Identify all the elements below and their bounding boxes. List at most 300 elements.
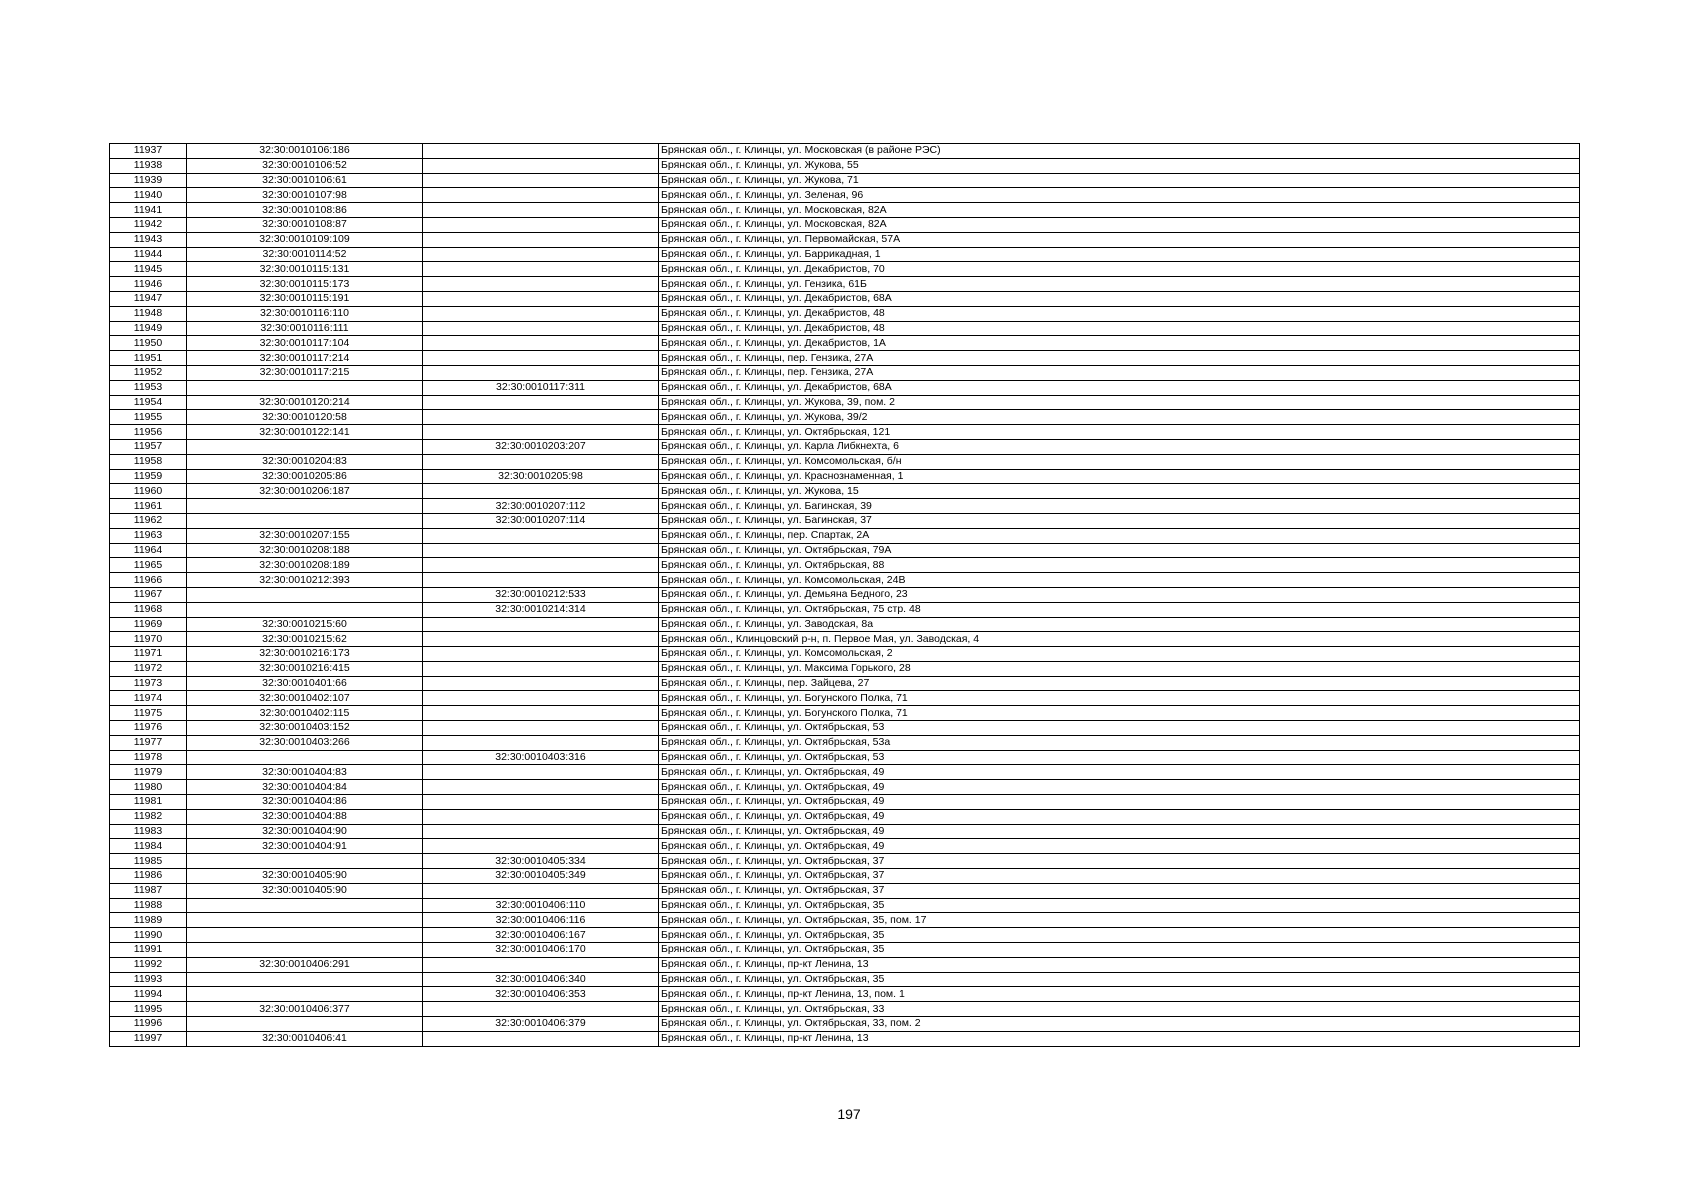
table-row: [110, 913, 1580, 928]
related-cadastral-number-cell: [423, 573, 659, 588]
row-number-cell: 11971: [110, 647, 187, 662]
row-number-cell: 11941: [110, 203, 187, 218]
address-cell: Брянская обл., г. Клинцы, ул. Октябрьская, 37: [659, 869, 1580, 884]
address-cell: Брянская обл., г. Клинцы, пр-кт Ленина, 13: [659, 1031, 1580, 1046]
table-row: [110, 928, 1580, 943]
address-cell: Брянская обл., г. Клинцы, ул. Октябрьская, 35: [659, 898, 1580, 913]
related-cadastral-number-cell: 32:30:0010403:316: [423, 750, 659, 765]
address-cell: Брянская обл., г. Клинцы, пер. Гензика, 27А: [659, 365, 1580, 380]
cadastral-number-cell: 32:30:0010106:61: [187, 173, 423, 188]
address-cell: Брянская обл., г. Клинцы, ул. Демьяна Бедного, 23: [659, 587, 1580, 602]
address-cell: Брянская обл., г. Клинцы, ул. Московская, 82А: [659, 203, 1580, 218]
table-row: [110, 425, 1580, 440]
table-row: [110, 158, 1580, 173]
table-row: [110, 602, 1580, 617]
address-cell: Брянская обл., г. Клинцы, ул. Октябрьская, 49: [659, 765, 1580, 780]
table-row: [110, 854, 1580, 869]
table-row: [110, 188, 1580, 203]
related-cadastral-number-cell: [423, 543, 659, 558]
address-cell: Брянская обл., г. Клинцы, ул. Жукова, 71: [659, 173, 1580, 188]
table-row: [110, 824, 1580, 839]
cadastral-number-cell: 32:30:0010115:131: [187, 262, 423, 277]
related-cadastral-number-cell: [423, 203, 659, 218]
address-cell: Брянская обл., г. Клинцы, ул. Жукова, 55: [659, 158, 1580, 173]
row-number-cell: 11986: [110, 869, 187, 884]
table-row: [110, 484, 1580, 499]
row-number-cell: 11979: [110, 765, 187, 780]
row-number-cell: 11996: [110, 1017, 187, 1032]
related-cadastral-number-cell: [423, 173, 659, 188]
cadastral-number-cell: [187, 987, 423, 1002]
cadastral-number-cell: 32:30:0010406:377: [187, 1002, 423, 1017]
cadastral-number-cell: [187, 439, 423, 454]
row-number-cell: 11987: [110, 883, 187, 898]
related-cadastral-number-cell: [423, 632, 659, 647]
table-row: [110, 1031, 1580, 1046]
address-cell: Брянская обл., г. Клинцы, ул. Баррикадная, 1: [659, 247, 1580, 262]
address-cell: Брянская обл., г. Клинцы, ул. Багинская, 37: [659, 513, 1580, 528]
related-cadastral-number-cell: [423, 277, 659, 292]
address-cell: Брянская обл., г. Клинцы, ул. Октябрьская, 53: [659, 750, 1580, 765]
address-cell: Брянская обл., г. Клинцы, пер. Зайцева, 27: [659, 676, 1580, 691]
address-cell: Брянская обл., г. Клинцы, ул. Октябрьская, 35: [659, 943, 1580, 958]
related-cadastral-number-cell: [423, 365, 659, 380]
table-row: [110, 676, 1580, 691]
related-cadastral-number-cell: [423, 410, 659, 425]
table-row: [110, 306, 1580, 321]
cadastral-number-cell: 32:30:0010116:111: [187, 321, 423, 336]
address-cell: Брянская обл., г. Клинцы, ул. Октябрьская, 79А: [659, 543, 1580, 558]
row-number-cell: 11993: [110, 972, 187, 987]
table-row: [110, 469, 1580, 484]
related-cadastral-number-cell: [423, 765, 659, 780]
address-cell: Брянская обл., г. Клинцы, ул. Карла Либкнехта, 6: [659, 439, 1580, 454]
table-row: [110, 839, 1580, 854]
address-cell: Брянская обл., г. Клинцы, ул. Первомайская, 57А: [659, 232, 1580, 247]
cadastral-number-cell: 32:30:0010404:91: [187, 839, 423, 854]
table-row: [110, 647, 1580, 662]
cadastral-number-cell: 32:30:0010404:86: [187, 795, 423, 810]
address-cell: Брянская обл., г. Клинцы, ул. Октябрьская, 88: [659, 558, 1580, 573]
row-number-cell: 11995: [110, 1002, 187, 1017]
address-cell: Брянская обл., г. Клинцы, ул. Богунского Полка, 71: [659, 691, 1580, 706]
table-row: [110, 883, 1580, 898]
row-number-cell: 11981: [110, 795, 187, 810]
table-row: [110, 780, 1580, 795]
related-cadastral-number-cell: 32:30:0010406:379: [423, 1017, 659, 1032]
cadastral-number-cell: 32:30:0010122:141: [187, 425, 423, 440]
cadastral-number-cell: 32:30:0010117:215: [187, 365, 423, 380]
row-number-cell: 11965: [110, 558, 187, 573]
row-number-cell: 11961: [110, 499, 187, 514]
table-row: [110, 691, 1580, 706]
cadastral-number-cell: 32:30:0010204:83: [187, 454, 423, 469]
row-number-cell: 11948: [110, 306, 187, 321]
table-row: [110, 957, 1580, 972]
table-row: [110, 336, 1580, 351]
row-number-cell: 11990: [110, 928, 187, 943]
row-number-cell: 11975: [110, 706, 187, 721]
related-cadastral-number-cell: [423, 306, 659, 321]
related-cadastral-number-cell: 32:30:0010207:112: [423, 499, 659, 514]
related-cadastral-number-cell: [423, 661, 659, 676]
row-number-cell: 11944: [110, 247, 187, 262]
related-cadastral-number-cell: [423, 262, 659, 277]
related-cadastral-number-cell: [423, 617, 659, 632]
cadastral-number-cell: 32:30:0010405:90: [187, 883, 423, 898]
related-cadastral-number-cell: [423, 795, 659, 810]
cadastral-number-cell: 32:30:0010115:173: [187, 277, 423, 292]
related-cadastral-number-cell: 32:30:0010406:353: [423, 987, 659, 1002]
address-cell: Брянская обл., г. Клинцы, ул. Максима Горького, 28: [659, 661, 1580, 676]
cadastral-number-cell: 32:30:0010402:107: [187, 691, 423, 706]
register-table-body: [110, 144, 1580, 1047]
cadastral-number-cell: [187, 602, 423, 617]
cadastral-number-cell: 32:30:0010207:155: [187, 528, 423, 543]
cadastral-number-cell: [187, 854, 423, 869]
table-row: [110, 410, 1580, 425]
table-row: [110, 144, 1580, 159]
address-cell: Брянская обл., г. Клинцы, ул. Московская, 82А: [659, 217, 1580, 232]
table-row: [110, 661, 1580, 676]
row-number-cell: 11997: [110, 1031, 187, 1046]
row-number-cell: 11985: [110, 854, 187, 869]
related-cadastral-number-cell: [423, 232, 659, 247]
row-number-cell: 11983: [110, 824, 187, 839]
table-row: [110, 869, 1580, 884]
table-row: [110, 898, 1580, 913]
cadastral-number-cell: 32:30:0010212:393: [187, 573, 423, 588]
cadastral-number-cell: 32:30:0010215:62: [187, 632, 423, 647]
row-number-cell: 11950: [110, 336, 187, 351]
cadastral-number-cell: 32:30:0010106:186: [187, 144, 423, 159]
address-cell: Брянская обл., г. Клинцы, пр-кт Ленина, 13, пом. 1: [659, 987, 1580, 1002]
related-cadastral-number-cell: 32:30:0010406:170: [423, 943, 659, 958]
cadastral-number-cell: 32:30:0010120:214: [187, 395, 423, 410]
address-cell: Брянская обл., г. Клинцы, пр-кт Ленина, 13: [659, 957, 1580, 972]
address-cell: Брянская обл., г. Клинцы, ул. Зеленая, 96: [659, 188, 1580, 203]
related-cadastral-number-cell: [423, 780, 659, 795]
row-number-cell: 11937: [110, 144, 187, 159]
related-cadastral-number-cell: 32:30:0010117:311: [423, 380, 659, 395]
related-cadastral-number-cell: [423, 691, 659, 706]
related-cadastral-number-cell: 32:30:0010214:314: [423, 602, 659, 617]
cadastral-number-cell: [187, 380, 423, 395]
table-row: [110, 262, 1580, 277]
table-row: [110, 277, 1580, 292]
cadastral-number-cell: [187, 587, 423, 602]
table-row: [110, 351, 1580, 366]
related-cadastral-number-cell: [423, 839, 659, 854]
table-row: [110, 750, 1580, 765]
related-cadastral-number-cell: [423, 824, 659, 839]
table-row: [110, 528, 1580, 543]
row-number-cell: 11942: [110, 217, 187, 232]
row-number-cell: 11984: [110, 839, 187, 854]
related-cadastral-number-cell: 32:30:0010405:349: [423, 869, 659, 884]
row-number-cell: 11982: [110, 809, 187, 824]
related-cadastral-number-cell: [423, 484, 659, 499]
address-cell: Брянская обл., г. Клинцы, пер. Спартак, 2А: [659, 528, 1580, 543]
address-cell: Брянская обл., г. Клинцы, пер. Гензика, 27А: [659, 351, 1580, 366]
table-row: [110, 247, 1580, 262]
address-cell: Брянская обл., г. Клинцы, ул. Декабристов, 1А: [659, 336, 1580, 351]
related-cadastral-number-cell: [423, 321, 659, 336]
row-number-cell: 11951: [110, 351, 187, 366]
related-cadastral-number-cell: [423, 1002, 659, 1017]
register-table: [109, 143, 1580, 1047]
row-number-cell: 11968: [110, 602, 187, 617]
row-number-cell: 11945: [110, 262, 187, 277]
row-number-cell: 11958: [110, 454, 187, 469]
address-cell: Брянская обл., г. Клинцы, ул. Октябрьская, 37: [659, 854, 1580, 869]
cadastral-number-cell: 32:30:0010109:109: [187, 232, 423, 247]
address-cell: Брянская обл., г. Клинцы, ул. Богунского Полка, 71: [659, 706, 1580, 721]
related-cadastral-number-cell: [423, 454, 659, 469]
cadastral-number-cell: 32:30:0010114:52: [187, 247, 423, 262]
address-cell: Брянская обл., г. Клинцы, ул. Декабристов, 68А: [659, 291, 1580, 306]
table-row: [110, 321, 1580, 336]
table-row: [110, 972, 1580, 987]
cadastral-number-cell: 32:30:0010208:188: [187, 543, 423, 558]
cadastral-number-cell: 32:30:0010116:110: [187, 306, 423, 321]
row-number-cell: 11966: [110, 573, 187, 588]
cadastral-number-cell: [187, 913, 423, 928]
address-cell: Брянская обл., г. Клинцы, ул. Октябрьская, 49: [659, 839, 1580, 854]
table-row: [110, 217, 1580, 232]
cadastral-number-cell: 32:30:0010404:84: [187, 780, 423, 795]
row-number-cell: 11980: [110, 780, 187, 795]
row-number-cell: 11970: [110, 632, 187, 647]
table-row: [110, 795, 1580, 810]
row-number-cell: 11953: [110, 380, 187, 395]
address-cell: Брянская обл., г. Клинцы, ул. Декабристов, 48: [659, 306, 1580, 321]
table-row: [110, 632, 1580, 647]
address-cell: Брянская обл., г. Клинцы, ул. Октябрьская, 37: [659, 883, 1580, 898]
cadastral-number-cell: 32:30:0010404:88: [187, 809, 423, 824]
table-row: [110, 943, 1580, 958]
cadastral-number-cell: 32:30:0010107:98: [187, 188, 423, 203]
cadastral-number-cell: 32:30:0010108:86: [187, 203, 423, 218]
row-number-cell: 11939: [110, 173, 187, 188]
related-cadastral-number-cell: [423, 217, 659, 232]
address-cell: Брянская обл., г. Клинцы, ул. Декабристов, 68А: [659, 380, 1580, 395]
related-cadastral-number-cell: [423, 558, 659, 573]
address-cell: Брянская обл., г. Клинцы, ул. Октябрьская, 35, пом. 17: [659, 913, 1580, 928]
table-row: [110, 587, 1580, 602]
address-cell: Брянская обл., г. Клинцы, ул. Декабристов, 70: [659, 262, 1580, 277]
address-cell: Брянская обл., г. Клинцы, ул. Октябрьская, 35: [659, 972, 1580, 987]
related-cadastral-number-cell: [423, 647, 659, 662]
table-row: [110, 765, 1580, 780]
cadastral-number-cell: 32:30:0010117:214: [187, 351, 423, 366]
row-number-cell: 11943: [110, 232, 187, 247]
related-cadastral-number-cell: [423, 735, 659, 750]
page-number: 197: [837, 1106, 861, 1122]
row-number-cell: 11955: [110, 410, 187, 425]
row-number-cell: 11954: [110, 395, 187, 410]
related-cadastral-number-cell: [423, 158, 659, 173]
cadastral-number-cell: 32:30:0010120:58: [187, 410, 423, 425]
related-cadastral-number-cell: [423, 676, 659, 691]
cadastral-number-cell: [187, 972, 423, 987]
row-number-cell: 11938: [110, 158, 187, 173]
row-number-cell: 11973: [110, 676, 187, 691]
row-number-cell: 11988: [110, 898, 187, 913]
address-cell: Брянская обл., г. Клинцы, ул. Октябрьская, 33, пом. 2: [659, 1017, 1580, 1032]
cadastral-number-cell: [187, 928, 423, 943]
table-row: [110, 395, 1580, 410]
related-cadastral-number-cell: [423, 351, 659, 366]
related-cadastral-number-cell: [423, 336, 659, 351]
address-cell: Брянская обл., г. Клинцы, ул. Октябрьская, 49: [659, 795, 1580, 810]
table-row: [110, 1017, 1580, 1032]
table-row: [110, 735, 1580, 750]
table-row: [110, 721, 1580, 736]
table-row: [110, 173, 1580, 188]
row-number-cell: 11969: [110, 617, 187, 632]
row-number-cell: 11989: [110, 913, 187, 928]
table-row: [110, 513, 1580, 528]
address-cell: Брянская обл., г. Клинцы, ул. Октябрьская, 49: [659, 780, 1580, 795]
row-number-cell: 11964: [110, 543, 187, 558]
row-number-cell: 11957: [110, 439, 187, 454]
address-cell: Брянская обл., г. Клинцы, ул. Заводская, 8а: [659, 617, 1580, 632]
table-row: [110, 617, 1580, 632]
related-cadastral-number-cell: 32:30:0010406:167: [423, 928, 659, 943]
cadastral-number-cell: 32:30:0010402:115: [187, 706, 423, 721]
table-row: [110, 454, 1580, 469]
cadastral-number-cell: [187, 1017, 423, 1032]
row-number-cell: 11978: [110, 750, 187, 765]
related-cadastral-number-cell: [423, 809, 659, 824]
related-cadastral-number-cell: [423, 144, 659, 159]
address-cell: Брянская обл., г. Клинцы, ул. Октябрьская, 33: [659, 1002, 1580, 1017]
cadastral-number-cell: 32:30:0010404:90: [187, 824, 423, 839]
cadastral-number-cell: 32:30:0010403:152: [187, 721, 423, 736]
cadastral-number-cell: 32:30:0010115:191: [187, 291, 423, 306]
address-cell: Брянская обл., г. Клинцы, ул. Комсомольская, б/н: [659, 454, 1580, 469]
related-cadastral-number-cell: [423, 188, 659, 203]
cadastral-number-cell: 32:30:0010208:189: [187, 558, 423, 573]
table-row: [110, 558, 1580, 573]
cadastral-number-cell: 32:30:0010404:83: [187, 765, 423, 780]
address-cell: Брянская обл., Клинцовский р-н, п. Первое Мая, ул. Заводская, 4: [659, 632, 1580, 647]
address-cell: Брянская обл., г. Клинцы, ул. Октябрьская, 53: [659, 721, 1580, 736]
cadastral-number-cell: 32:30:0010216:415: [187, 661, 423, 676]
table-row: [110, 439, 1580, 454]
row-number-cell: 11963: [110, 528, 187, 543]
address-cell: Брянская обл., г. Клинцы, ул. Комсомольская, 2: [659, 647, 1580, 662]
related-cadastral-number-cell: [423, 721, 659, 736]
cadastral-number-cell: 32:30:0010106:52: [187, 158, 423, 173]
row-number-cell: 11949: [110, 321, 187, 336]
related-cadastral-number-cell: 32:30:0010406:116: [423, 913, 659, 928]
table-row: [110, 203, 1580, 218]
related-cadastral-number-cell: [423, 706, 659, 721]
table-row: [110, 291, 1580, 306]
row-number-cell: 11976: [110, 721, 187, 736]
related-cadastral-number-cell: [423, 425, 659, 440]
related-cadastral-number-cell: [423, 247, 659, 262]
table-row: [110, 380, 1580, 395]
related-cadastral-number-cell: [423, 1031, 659, 1046]
row-number-cell: 11959: [110, 469, 187, 484]
row-number-cell: 11977: [110, 735, 187, 750]
address-cell: Брянская обл., г. Клинцы, ул. Октябрьская, 35: [659, 928, 1580, 943]
table-row: [110, 1002, 1580, 1017]
related-cadastral-number-cell: 32:30:0010406:340: [423, 972, 659, 987]
table-row: [110, 543, 1580, 558]
cadastral-number-cell: 32:30:0010108:87: [187, 217, 423, 232]
row-number-cell: 11946: [110, 277, 187, 292]
address-cell: Брянская обл., г. Клинцы, ул. Жукова, 15: [659, 484, 1580, 499]
related-cadastral-number-cell: 32:30:0010212:533: [423, 587, 659, 602]
related-cadastral-number-cell: 32:30:0010203:207: [423, 439, 659, 454]
address-cell: Брянская обл., г. Клинцы, ул. Жукова, 39/2: [659, 410, 1580, 425]
related-cadastral-number-cell: [423, 883, 659, 898]
address-cell: Брянская обл., г. Клинцы, ул. Краснознаменная, 1: [659, 469, 1580, 484]
table-row: [110, 232, 1580, 247]
table-row: [110, 987, 1580, 1002]
cadastral-number-cell: [187, 750, 423, 765]
address-cell: Брянская обл., г. Клинцы, ул. Декабристов, 48: [659, 321, 1580, 336]
row-number-cell: 11992: [110, 957, 187, 972]
row-number-cell: 11947: [110, 291, 187, 306]
table-row: [110, 365, 1580, 380]
row-number-cell: 11962: [110, 513, 187, 528]
cadastral-number-cell: 32:30:0010117:104: [187, 336, 423, 351]
row-number-cell: 11972: [110, 661, 187, 676]
table-row: [110, 809, 1580, 824]
related-cadastral-number-cell: [423, 957, 659, 972]
cadastral-number-cell: [187, 898, 423, 913]
related-cadastral-number-cell: 32:30:0010406:110: [423, 898, 659, 913]
address-cell: Брянская обл., г. Клинцы, ул. Октябрьская, 49: [659, 809, 1580, 824]
cadastral-number-cell: 32:30:0010405:90: [187, 869, 423, 884]
related-cadastral-number-cell: 32:30:0010405:334: [423, 854, 659, 869]
address-cell: Брянская обл., г. Клинцы, ул. Гензика, 61Б: [659, 277, 1580, 292]
row-number-cell: 11940: [110, 188, 187, 203]
row-number-cell: 11952: [110, 365, 187, 380]
address-cell: Брянская обл., г. Клинцы, ул. Жукова, 39, пом. 2: [659, 395, 1580, 410]
related-cadastral-number-cell: [423, 528, 659, 543]
cadastral-number-cell: 32:30:0010205:86: [187, 469, 423, 484]
cadastral-number-cell: [187, 513, 423, 528]
cadastral-number-cell: 32:30:0010406:41: [187, 1031, 423, 1046]
cadastral-number-cell: 32:30:0010215:60: [187, 617, 423, 632]
row-number-cell: 11956: [110, 425, 187, 440]
cadastral-number-cell: 32:30:0010401:66: [187, 676, 423, 691]
address-cell: Брянская обл., г. Клинцы, ул. Октябрьская, 75 стр. 48: [659, 602, 1580, 617]
table-row: [110, 706, 1580, 721]
row-number-cell: 11991: [110, 943, 187, 958]
address-cell: Брянская обл., г. Клинцы, ул. Октябрьская, 121: [659, 425, 1580, 440]
cadastral-number-cell: 32:30:0010206:187: [187, 484, 423, 499]
cadastral-number-cell: [187, 499, 423, 514]
related-cadastral-number-cell: [423, 291, 659, 306]
table-row: [110, 499, 1580, 514]
row-number-cell: 11974: [110, 691, 187, 706]
cadastral-number-cell: 32:30:0010403:266: [187, 735, 423, 750]
related-cadastral-number-cell: [423, 395, 659, 410]
address-cell: Брянская обл., г. Клинцы, ул. Октябрьская, 49: [659, 824, 1580, 839]
address-cell: Брянская обл., г. Клинцы, ул. Багинская, 39: [659, 499, 1580, 514]
address-cell: Брянская обл., г. Клинцы, ул. Комсомольская, 24В: [659, 573, 1580, 588]
row-number-cell: 11960: [110, 484, 187, 499]
related-cadastral-number-cell: 32:30:0010207:114: [423, 513, 659, 528]
address-cell: Брянская обл., г. Клинцы, ул. Московская (в районе РЭС): [659, 144, 1580, 159]
